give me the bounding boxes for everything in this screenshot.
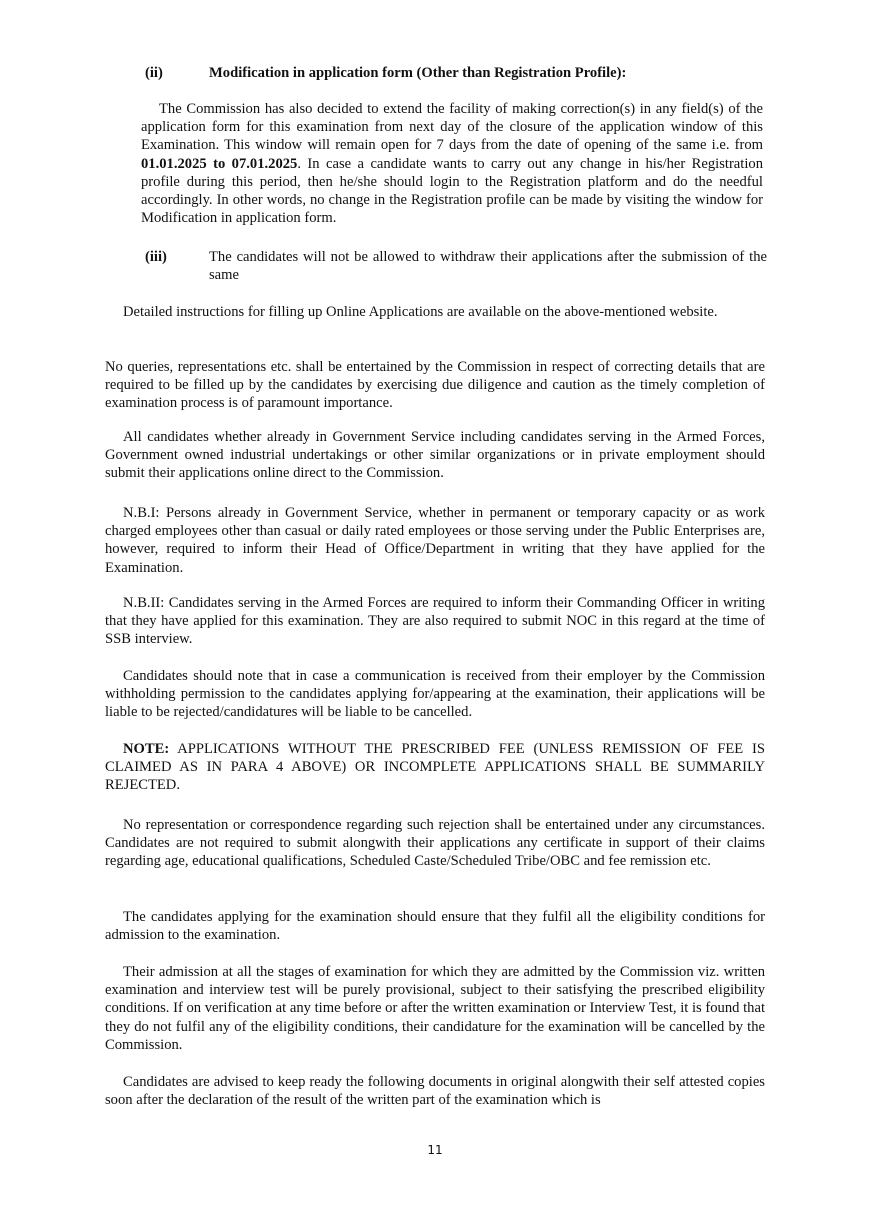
item-iii-number: (iii) xyxy=(145,249,167,265)
paragraph-modification xyxy=(141,100,763,227)
paragraph-no-representation: No representation or correspondence regarding such rejection shall be entertained under any circumstances. Candidates are not required to submit alongwith their applications any certificate in support of their claims regarding age, educational qualifications, Scheduled Caste/Scheduled Tribe/OBC and fee remission etc. xyxy=(105,817,765,870)
paragraph-modification-text-a: The Commission has also decided to extend the facility of making correction(s) in any field(s) of the application form for this examination from next day of the closure of the application window of this Examination. This window will remain open for 7 days from the date of opening of the same i.e. from xyxy=(141,101,763,154)
paragraph-modification-text-b: . In case a candidate wants to carry out any change in his/her Registration profile during this period, then he/she should login to the Registration platform and do the needful accordingly. In other words, no change in the Registration profile can be made by visiting the window for Modification in application form. xyxy=(141,155,763,227)
paragraph-instructions: Detailed instructions for filling up Online Applications are available on the above-mentioned website. xyxy=(123,304,718,320)
paragraph-provisional: Their admission at all the stages of examination for which they are admitted by the Commission viz. written examination and interview test will be purely provisional, subject to their satisfying the prescribed eligibility conditions. If on verification at any time before or after the written examination or Interview Test, it is found that they do not fulfil any of the eligibility conditions, their candidature for the examination will be cancelled by the Commission. xyxy=(105,964,765,1053)
page-number: 11 xyxy=(427,1143,443,1157)
paragraph-nb2: N.B.II: Candidates serving in the Armed Forces are required to inform their Commanding Officer in writing that they have applied for this examination. They are also required to submit NOC in this regard at the time of SSB interview. xyxy=(105,595,765,648)
note-text: APPLICATIONS WITHOUT THE PRESCRIBED FEE (UNLESS REMISSION OF FEE IS CLAIMED AS IN PARA 4 ABOVE) OR INCOMPLETE APPLICATIONS SHALL BE SUMMARILY REJECTED. xyxy=(105,741,765,794)
paragraph-all-candidates: All candidates whether already in Government Service including candidates serving in the Armed Forces, Government owned industrial undertakings or other similar organizations or in private employment should submit their applications online direct to the Commission. xyxy=(105,429,765,482)
paragraph-eligibility: The candidates applying for the examination should ensure that they fulfil all the eligibility conditions for admission to the examination. xyxy=(105,909,765,944)
item-ii-heading-text: Modification in application form (Other than Registration Profile): xyxy=(209,65,627,81)
item-ii-heading xyxy=(145,64,626,82)
item-iii xyxy=(145,248,767,284)
paragraph-queries: No queries, representations etc. shall be entertained by the Commission in respect of correcting details that are required to be filled up by the candidates by exercising due diligence and caution as the timely completion of examination process is of paramount importance. xyxy=(105,359,765,412)
note-label: NOTE: xyxy=(123,741,170,757)
paragraph-nb1: N.B.I: Persons already in Government Service, whether in permanent or temporary capacity or as work charged employees other than casual or daily rated employees or those serving under the Public Enterprises are, however, required to inform their Head of Office/Department in writing that they have applied for the Examination. xyxy=(105,505,765,576)
paragraph-note xyxy=(105,740,765,795)
modification-dates: 01.01.2025 to 07.01.2025 xyxy=(141,155,298,172)
item-ii-number: (ii) xyxy=(145,65,163,81)
item-iii-text: The candidates will not be allowed to withdraw their applications after the submission of the same xyxy=(209,249,767,284)
paragraph-employer: Candidates should note that in case a communication is received from their employer by the Commission withholding permission to the candidates applying for/appearing at the examination, their applications will be liable to be rejected/candidatures will be liable to be cancelled. xyxy=(105,668,765,721)
paragraph-documents: Candidates are advised to keep ready the following documents in original alongwith their self attested copies soon after the declaration of the result of the written part of the examination which is xyxy=(105,1074,765,1109)
